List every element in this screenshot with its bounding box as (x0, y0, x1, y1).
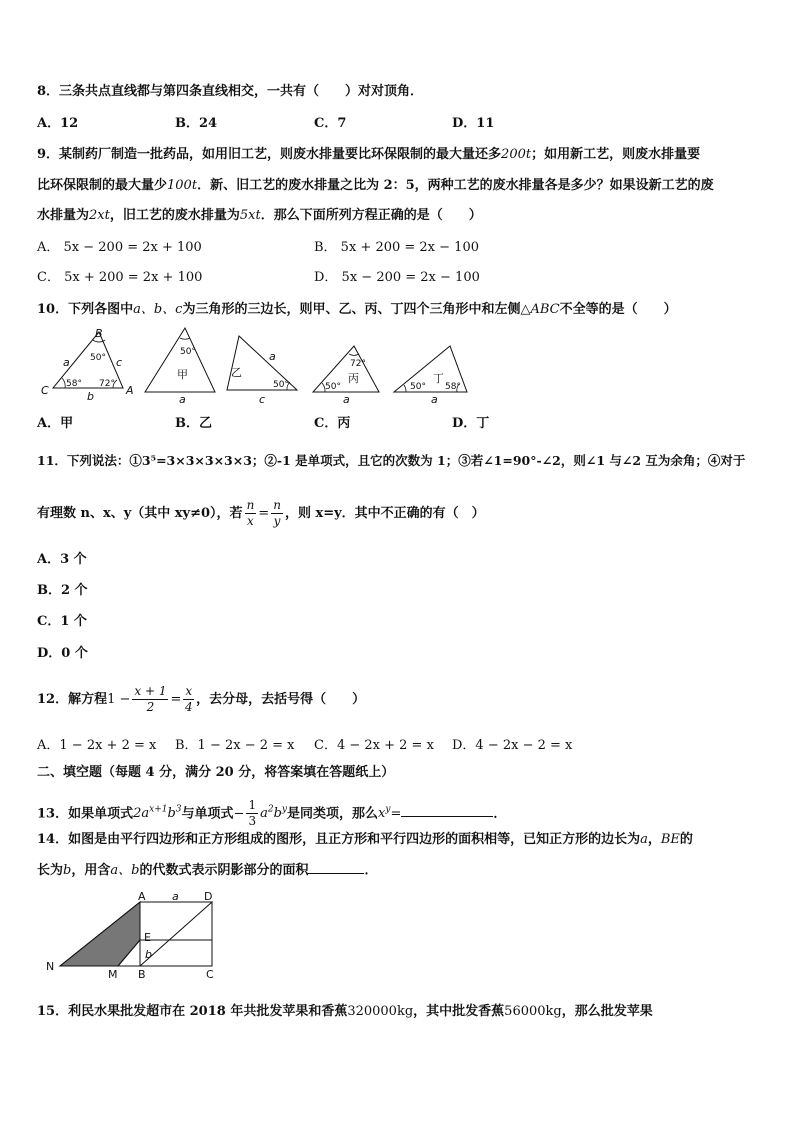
label-d-pt: D (204, 892, 213, 903)
q12-option-d: D．4 − 2x − 2 = x (452, 738, 573, 753)
label-n-pt: N (46, 960, 55, 973)
q12-frac-1: $\frac{x + 1}{2}$ (134, 684, 167, 714)
q8-stem: 8．三条共点直线都与第四条直线相交，一共有（ ）对对顶角． (37, 84, 424, 99)
q9-option-b: B． 5x + 200 = 2x − 100 (314, 240, 479, 255)
side-c: c (116, 356, 123, 369)
angle-c: 58° (66, 379, 82, 389)
q13-frac: $\frac{1}{3}$ (248, 798, 257, 829)
jia-name: 甲 (177, 368, 188, 381)
label-b-pt: B (138, 968, 146, 981)
q8-option-d: D．11 (452, 116, 495, 131)
q13-stem: 13．如果单项式$2a^{x+1}b^3$与单项式− $\frac{1}{3}$ $a^2b^y$是同类项，那么$x^y=$ ． (37, 798, 507, 829)
q14-line-2: 长为b，用含a、b的代数式表示阴影部分的面积 ． (37, 863, 378, 878)
jia-angle: 50° (180, 347, 196, 357)
q8-option-b: B．24 (175, 116, 218, 131)
q12-option-a: A．1 − 2x + 2 = x (37, 738, 157, 753)
q11-option-b: B．2 个 (37, 583, 88, 598)
q10-option-a: A．甲 (37, 416, 74, 431)
triangle-abc (41, 327, 134, 403)
q11-frac-n-x: $\frac{n}{x}$ (246, 498, 255, 528)
q10-stem: 10．下列各图中a、b、c为三角形的三边长，则甲、乙、丙、丁四个三角形中和左侧△ABC不全等的是（ ） (37, 302, 677, 317)
q14-answer-blank[interactable] (308, 873, 364, 874)
label-c-vertex: C (41, 384, 49, 397)
label-m-pt: M (108, 968, 118, 981)
yi-name: 乙 (231, 366, 242, 379)
q11-frac-n-y: $\frac{n}{y}$ (273, 498, 281, 528)
q11-option-c: C．1 个 (37, 614, 87, 629)
label-b: B (95, 327, 103, 340)
q9-line-1: 9．某制药厂制造一批药品，如用旧工艺，则废水排量要比环保限制的最大量还多200t；如用新工艺，则废水排量要 (37, 147, 701, 162)
q11-option-a: A．3 个 (37, 552, 87, 567)
bing-angle-1: 72° (350, 359, 366, 369)
yi-side-a: a (269, 350, 276, 363)
jia-side: a (179, 393, 186, 404)
q9-option-c: C． 5x + 200 = 2x + 100 (37, 270, 203, 285)
q13-answer-blank[interactable] (401, 816, 493, 817)
label-a-vertex: A (126, 384, 134, 397)
triangle-jia (145, 328, 215, 404)
q11-line-1: 11．下列说法：①3⁵=3×3×3×3×3；②-1 是单项式，且它的次数为 1；③若∠1=90°-∠2，则∠1 与∠2 互为余角；④对于 (37, 453, 746, 468)
q10-option-c: C．丙 (314, 416, 351, 431)
q12-option-c: C．4 − 2x + 2 = x (314, 738, 434, 753)
triangle-ding (394, 346, 467, 404)
angle-b: 50° (90, 353, 106, 363)
q12-stem: 12．解方程1 − $\frac{x + 1}{2}$ = $\frac{x}{4}$ ，去分母，去括号得（ ） (37, 684, 366, 714)
q9-line-3: 水排量为2xt，旧工艺的废水排量为5xt．那么下面所列方程正确的是（ ） (37, 208, 482, 223)
angle-a: 72° (99, 379, 115, 389)
q9-option-d: D． 5x − 200 = 2x − 100 (314, 270, 480, 285)
ding-angle-2: 58° (445, 382, 461, 392)
q11-option-d: D．0 个 (37, 646, 88, 661)
label-a-pt: A (138, 892, 146, 903)
q11-line-2: 有理数 n、x、y（其中 xy≠0），若 $\frac{n}{x}$ = $\frac{n}{y}$ ，则 x=y．其中不正确的有（ ） (37, 498, 485, 528)
q12-option-b: B．1 − 2x − 2 = x (175, 738, 295, 753)
q14-figure (42, 892, 222, 982)
q8-option-a: A．12 (37, 116, 79, 131)
side-b: b (87, 390, 94, 403)
section-fill-in-title: 二、填空题（每题 4 分，满分 20 分，将答案填在答题纸上） (37, 765, 395, 780)
q15-stem: 15．利民水果批发超市在 2018 年共批发苹果和香蕉320000kg，其中批发香蕉56000kg，那么批发苹果 (37, 1004, 653, 1019)
yi-side-c: c (259, 393, 266, 404)
ding-angle-1: 50° (410, 382, 426, 392)
q10-option-d: D．丁 (452, 416, 490, 431)
side-a: a (63, 356, 70, 369)
label-side-b: b (145, 948, 152, 961)
bing-name: 丙 (348, 372, 359, 385)
q10-figure (37, 326, 477, 404)
q8-option-c: C．7 (314, 116, 347, 131)
q9-option-a: A． 5x − 200 = 2x + 100 (37, 240, 202, 255)
label-c-pt: C (206, 968, 214, 981)
ding-name: 丁 (433, 372, 444, 385)
yi-angle: 50° (273, 380, 289, 390)
label-side-a: a (172, 892, 179, 903)
label-e-pt: E (144, 931, 151, 944)
q14-line-1: 14．如图是由平行四边形和正方形组成的图形，且正方形和平行四边形的面积相等，已知正方形的边长为a，BE的 (37, 832, 693, 847)
ding-side: a (431, 393, 438, 404)
bing-side: a (343, 393, 350, 404)
q12-frac-2: $\frac{x}{4}$ (184, 684, 193, 714)
q9-line-2: 比环保限制的最大量少100t．新、旧工艺的废水排量之比为 2：5，两种工艺的废水排量各是多少？如果设新工艺的废 (37, 178, 714, 193)
bing-angle-2: 50° (325, 382, 341, 392)
triangle-yi (227, 336, 297, 404)
q10-option-b: B．乙 (175, 416, 212, 431)
triangle-bing (313, 346, 379, 404)
